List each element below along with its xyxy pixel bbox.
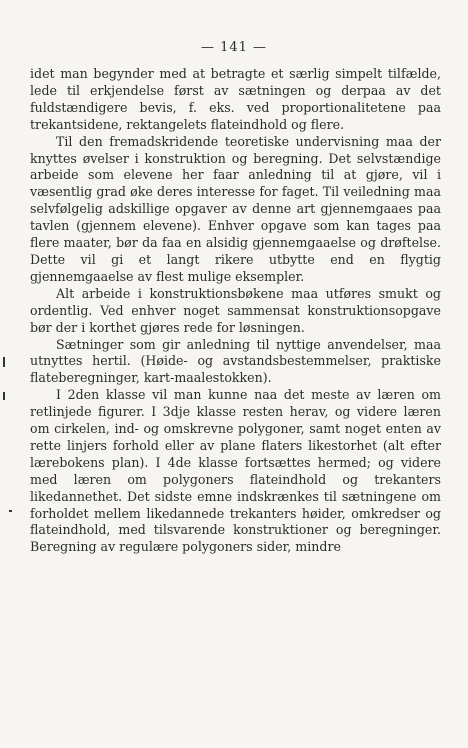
margin-mark	[9, 510, 12, 512]
margin-mark	[3, 392, 5, 400]
body-text	[30, 66, 441, 556]
paragraph-5: I 2den klasse vil man kunne naa det meste av læren om retlinjede figurer. I 3dje klasse resten herav, og videre læren om cirkelen, ind- og omskrevne polygoner, samt noget enten av rette linjers forhold eller av plane flaters likestorhet (alt efter lærebokens plan). I 4de klasse fortsættes hermed; og videre med læren om polygoners flateindhold og trekanters likedannethet. Det sidste emne indskrænkes til sætningene om forholdet mellem likedannede trekanters høider, omkredser og flateindhold, med tilsvarende konstruktioner og beregninger. Beregning av regulære polygoners sider, mindre	[30, 387, 441, 555]
margin-mark	[3, 357, 5, 367]
paragraph-1: idet man begynder med at betragte et særlig simpelt tilfælde, lede til erkjendelse først av sætningen og derpaa av det fuldstændigere bevis, f. eks. ved proportionalitetene paa trekantsidene, rektangelets flateindhold og flere.	[30, 66, 441, 132]
page-number: — 141 —	[200, 40, 268, 55]
paragraph-3: Alt arbeide i konstruktionsbøkene maa utføres smukt og ordentlig. Ved enhver noget sammensat konstruktionsopgave bør der i korthet gjøres rede for løsningen.	[30, 285, 441, 335]
paragraph-2: Til den fremadskridende teoretiske undervisning maa der knyttes øvelser i konstruktion og beregning. Det selvstændige arbeide som elevene her faar anledning til at gjøre, vil i væsentlig grad øke deres interesse for faget. Til veiledning maa selvfølgelig adskillige opgaver av denne art gjennemgaaes paa tavlen (gjennem elevene). Enhver opgave som kan tages paa flere maater, bør da faa en alsidig gjennemgaaelse og drøftelse. Dette vil gi et langt rikere utbytte end en flygtig gjennemgaaelse av flest mulige eksempler.	[30, 133, 441, 284]
paragraph-4: Sætninger som gir anledning til nyttige anvendelser, maa utnyttes hertil. (Høide- og avstandsbestemmelser, praktiske flateberegninger, kart-maalestokken).	[30, 336, 441, 386]
